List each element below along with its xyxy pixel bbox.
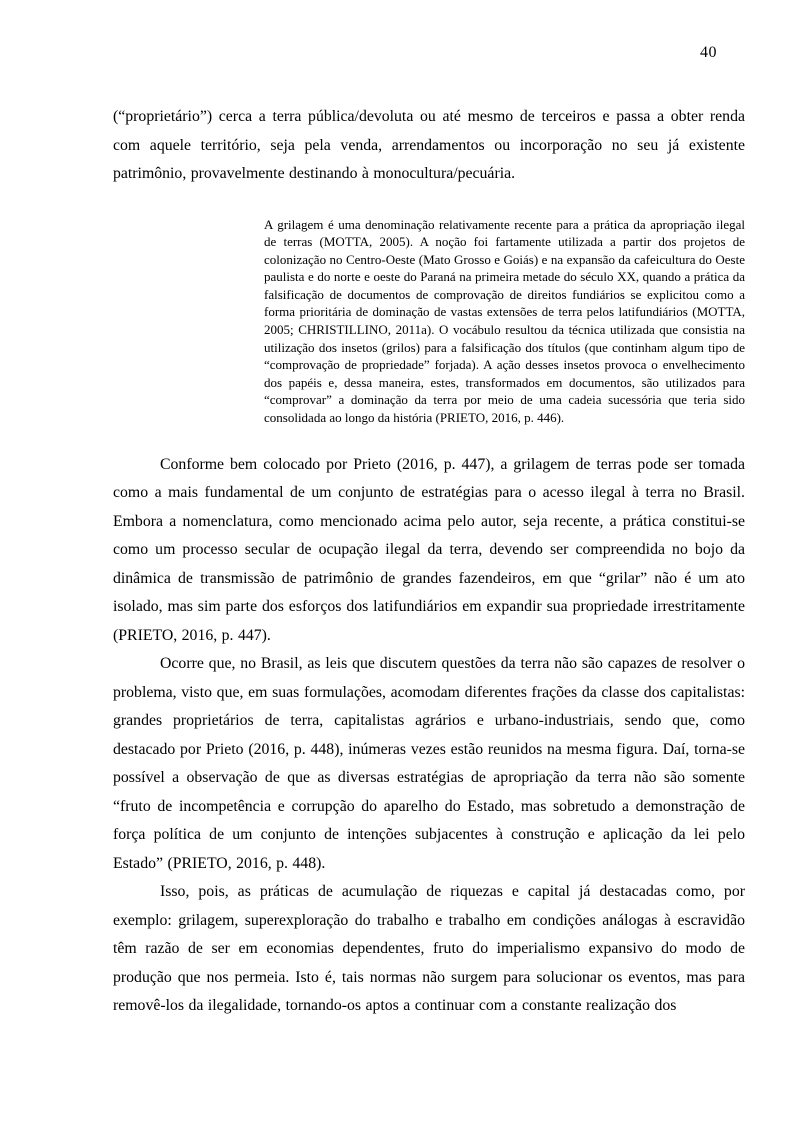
body-paragraph-1: Conforme bem colocado por Prieto (2016, p. 447), a grilagem de terras pode ser tomada como a mais fundamental de um conjunto de estratégias para o acesso ilegal à terra no Brasil. Embora a nomenclatura, como mencionado acima pelo autor, seja recente, a prática constitui-se como um processo secular de ocupação ilegal da terra, devendo ser compreendida no bojo da dinâmica de transmissão de patrimônio de grandes fazendeiros, em que “grilar” não é um ato isolado, mas sim parte dos esforços dos latifundiários em expandir sua propriedade irrestritamente (PRIETO, 2016, p. 447). — [113, 455, 745, 644]
body-paragraph-continuation: (“proprietário”) cerca a terra pública/devoluta ou até mesmo de terceiros e passa a obter renda com aquele território, seja pela venda, arrendamentos ou incorporação no seu já existente patrimônio, provavelmente destinando à monocultura/pecuária. — [113, 108, 745, 182]
page-number: 40 — [700, 44, 717, 61]
body-paragraph-3: Isso, pois, as práticas de acumulação de riquezas e capital já destacadas como, por exemplo: grilagem, superexploração do trabalho e trabalho em condições análogas à escravidão têm razão de ser em economias dependentes, fruto do imperialismo expansivo do modo de produção que nos permeia. Isto é, tais normas não surgem para solucionar os eventos, mas para removê-los da ilegalidade, tornando-os aptos a continuar com a constante realização dos — [113, 883, 745, 1015]
page-content — [113, 103, 745, 1021]
block-quote: A grilagem é uma denominação relativamente recente para a prática da apropriação ilegal de terras (MOTTA, 2005). A noção foi fartamente utilizada a partir dos projetos de colonização no Centro-Oeste (Mato Grosso e Goiás) e na expansão da cafeicultura do Oeste paulista e do norte e oeste do Paraná na primeira metade do século XX, quando a prática da falsificação de documentos de comprovação de direitos fundiários se explicitou como a forma prioritária de dominação de vastas extensões de terra pelos latifundiários (MOTTA, 2005; CHRISTILLINO, 2011a). O vocábulo resultou da técnica utilizada que consistia na utilização dos insetos (grilos) para a falsificação dos títulos (que continham algum tipo de “comprovação de propriedade” forjada). A ação desses insetos provoca o envelhecimento dos papéis e, dessa maneira, estes, transformados em documentos, são utilizados para “comprovar” a dominação da terra por meio de uma cadeia sucessória que teria sido consolidada ao longo da história (PRIETO, 2016, p. 446). — [264, 216, 745, 426]
body-paragraph-2: Ocorre que, no Brasil, as leis que discutem questões da terra não são capazes de resolver o problema, visto que, em suas formulações, acomodam diferentes frações da classe dos capitalistas: grandes proprietários de terra, capitalistas agrários e urbano-industriais, sendo que, como destacado por Prieto (2016, p. 448), inúmeras vezes estão reunidos na mesma figura. Daí, torna-se possível a observação de que as diversas estratégias de apropriação da terra não são somente “fruto de incompetência e corrupção do aparelho do Estado, mas sobretudo a demonstração de força política de um conjunto de intenções subjacentes à construção e aplicação da lei pelo Estado” (PRIETO, 2016, p. 448). — [113, 655, 745, 872]
